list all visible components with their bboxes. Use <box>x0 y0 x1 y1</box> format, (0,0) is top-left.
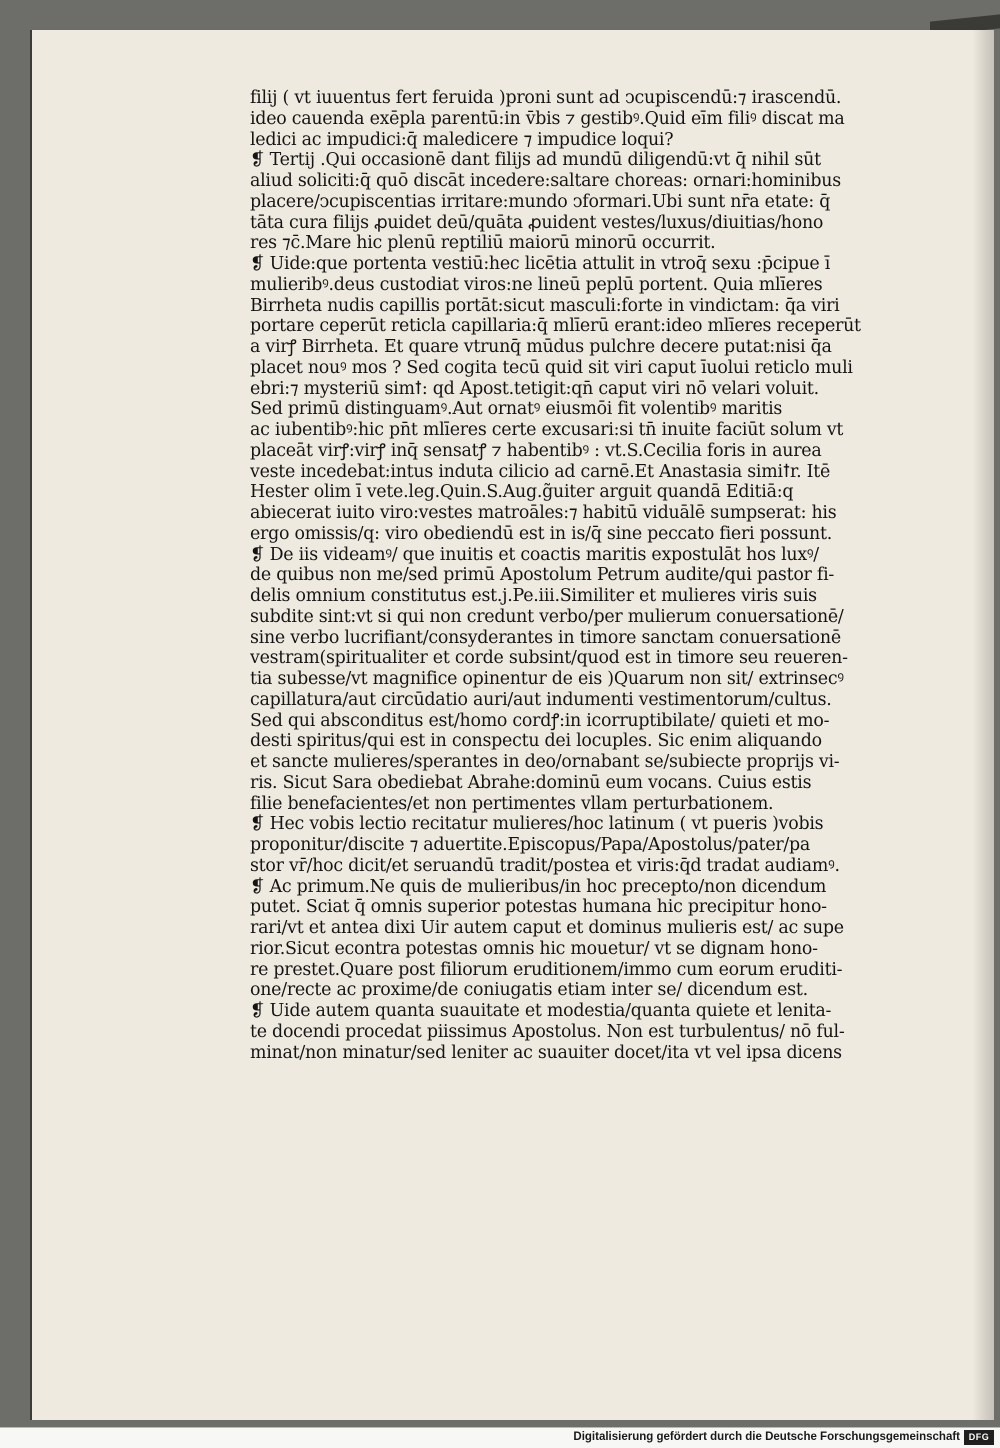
text-line: ris. Sicut Sara obediebat Abrahe:dominū eum vocans. Cuius estis <box>250 772 812 793</box>
text-line: stor vr̄/hoc dicit/et seruandū tradit/postea et viris:q̄d tradat audiamꝰ. <box>250 855 840 876</box>
text-line: re prestet.Quare post filiorum eruditionem/immo cum eorum eruditi- <box>250 959 843 980</box>
text-line: one/recte ac proxime/de coniugatis etiam inter se/ dicendum est. <box>250 980 808 1001</box>
text-line: Sed primū distinguamꝰ.Aut ornatꝰ eiusmōi fit volentibꝰ maritis <box>250 399 783 420</box>
text-line: vestram(spiritualiter et corde subsint/quod est in timore seu reueren- <box>250 648 848 669</box>
text-line: placeāt virꝭ:virꝭ inq̄ sensatꝭ ⁊ habentibꝰ : vt.S.Cecilia foris in aurea <box>250 440 822 461</box>
text-line: subdite sint:vt si qui non credunt verbo/per mulierum conuersationē/ <box>250 606 844 627</box>
text-line: ❡ Ac primum.Ne quis de mulieribus/in hoc precepto/non dicendum <box>250 876 827 897</box>
text-line: ebri:⁊ mysteriū simꝉ: qd̄ Apost.tetigit:qn̄ caput viri nō velari voluit. <box>250 378 819 399</box>
text-line: ❡ Hec vobis lectio recitatur mulieres/hoc latinum ( vt pueris )vobis <box>250 814 824 835</box>
text-line: placet nouꝰ mos ? Sed cogita tecū quid sit viri caput īuolui reticl̄o muli <box>250 357 853 378</box>
text-line: a virꝭ Birrheta. Et quare vtrunq̄ mūdus pulchre decere putat:nisi q̄a <box>250 337 832 357</box>
text-line: proponitur/discite ⁊ aduertite.Episcopus/Papa/Apostolus/pater/pa <box>250 835 811 855</box>
text-line: placere/ↄcupiscentias irritare:mundo ↄformari.Ubi sunt nr̄a etate: q̄ <box>250 191 831 212</box>
text-line: et sancte mulieres/sperantes in deo/ornabant se/subiecte proprijs vi- <box>250 752 840 772</box>
text-line: filie benefacientes/et non pertimentes vllam perturbationem. <box>250 793 774 814</box>
footer-credit: Digitalisierung gefördert durch die Deutsche Forschungsgemeinschaft <box>573 1431 960 1443</box>
text-line: Hester olim ī vete.leg.Quin.S.Aug.g̃uiter arguit quandā Editiā:q <box>250 482 794 503</box>
text-line: ❡ Uide autem quanta suauitate et modestia/quanta quiete et lenita- <box>250 1001 832 1021</box>
body-text <box>250 88 965 1063</box>
text-line: ac iubentibꝰ:hic pn̄t mlīeres certe excusari:si tn̄ inuite faciūt solum vt <box>250 420 844 440</box>
text-line: ideo cauenda exēpla parentū:in v̄bis ⁊ gestibꝰ.Quid eīm filiꝰ discat ma <box>250 108 845 129</box>
text-line: desti spiritus/qui est in conspectu dei locuples. Sic enim aliquando <box>250 731 822 752</box>
text-line: ❡ De iis videamꝰ/ que inuitis et coactis maritis expostulāt hos luxꝰ/ <box>250 544 819 565</box>
text-line: te docendi procedat piissimus Apostolus. Non est turbulentus/ nō ful- <box>250 1021 845 1042</box>
text-line: putet. Sciat q̄ omnis superior potestas humana hic precipitur hono- <box>250 897 827 918</box>
text-line: rior.Sicut econtra potestas omnis hic mouetur/ vt se dignam hono- <box>250 938 818 959</box>
text-line: veste incedebat:intus induta cilicio ad carnē.Et Anastasia simiꝉr. Itē <box>250 461 831 482</box>
text-line: mulieribꝰ.deus custodiat viros:ne lineū peplū portent. Quia mlīeres <box>250 274 823 295</box>
text-line: ❡ Tertij .Qui occasionē dant filijs ad mundū diligendū:vt q̄ nihil sūt <box>250 150 821 171</box>
text-line: de quibus non me/sed primū Apostolum Petrum audite/qui pastor fi- <box>250 565 835 586</box>
text-line: res ⁊c̄.Mare hic plenū reptiliū maiorū minorū occurrit. <box>250 233 716 254</box>
text-line: aliud soliciti:q̄ quō discāt incedere:saltare choreas: ornari:hominibus <box>250 171 841 191</box>
dfg-logo: DFG <box>964 1430 994 1445</box>
text-line: filij ( vt iuuentus fert feruida )proni sunt ad ↄcupiscendū:⁊ irascendū. <box>250 88 842 108</box>
text-line: tia subesse/vt magnifice opinentur de eis )Quarum non sit/ extrinsecꝰ <box>250 669 844 689</box>
text-line: ❡ Uide:que portenta vestiū:hec licētia attulit in vtroq̄ sexu :p̄cipue ī <box>250 254 831 274</box>
text-line: delis omnium constitutus est.j.Pe.iii.Similiter et mulieres viris suis <box>250 586 817 606</box>
footer-bar <box>0 1427 1000 1448</box>
text-line: capillatura/aut circūdatio auri/aut indumenti vestimentorum/cultus. <box>250 689 832 710</box>
text-line: tāta cura filijs ꝓuidet deū/quāta ꝓuident vestes/luxus/diuitias/hono <box>250 212 824 233</box>
text-line: ergo omissis/q: viro obediendū est in is/q̄ sine peccato fieri possunt. <box>250 523 832 544</box>
text-line: Birrheta nudis capillis portāt:sicut masculi:forte in vindictam: q̄a viri <box>250 295 840 316</box>
text-line: ledici ac impudici:q̄ maledicere ⁊ impudice loqui? <box>250 129 674 150</box>
text-line: minat/non minatur/sed leniter ac suauiter docet/ita vt vel ipsa dicens <box>250 1042 842 1063</box>
text-line: rari/vt et antea dixi Uir autem caput et dominus mulieris est/ ac supe <box>250 918 844 938</box>
text-line: abiecerat iuito viro:vestes matroāles:⁊ habitū viduālē sumpserat: his <box>250 503 837 523</box>
text-line: Sed qui absconditus est/homo cordꝭ:in icorruptibilate/ quieti et mo- <box>250 710 830 731</box>
text-line: portare ceperūt reticl̄a capillaria:q̄ mlīerū erant:ideo mlīeres receperūt <box>250 316 861 337</box>
text-line: sine verbo lucrifiant/consyderantes in timore sanctam conuersationē <box>250 627 841 648</box>
page-gutter-shadow <box>972 30 994 1420</box>
